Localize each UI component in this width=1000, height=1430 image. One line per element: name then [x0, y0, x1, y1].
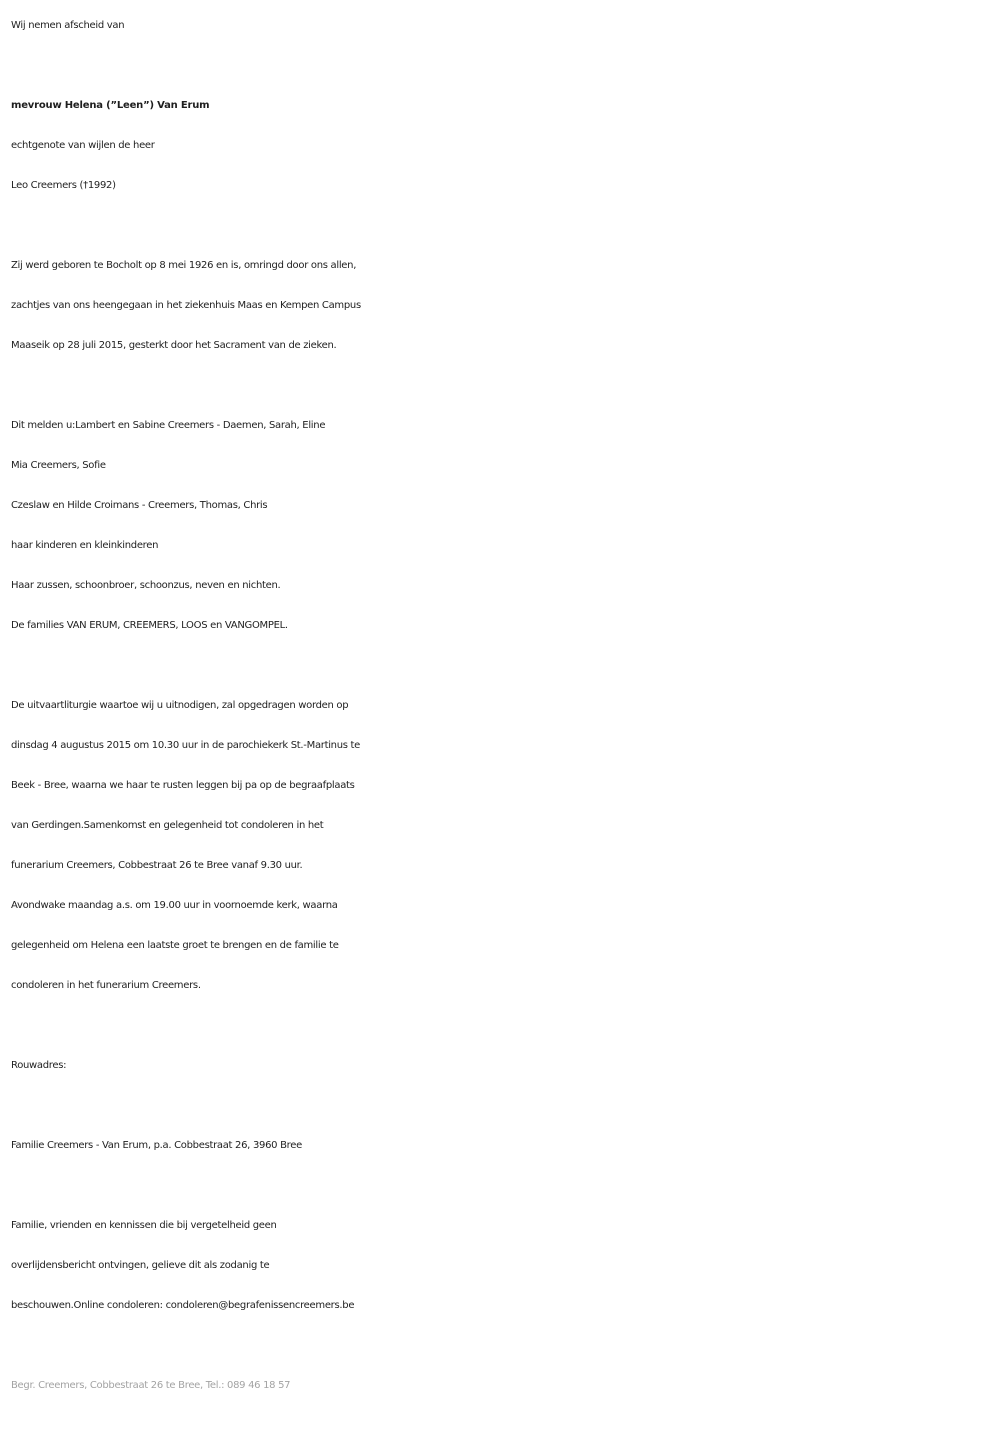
- paragraph-line: Maaseik op 28 juli 2015, gesterkt door het Sacrament van de zieken.: [11, 340, 337, 351]
- paragraph-line: van Gerdingen.Samenkomst en gelegenheid tot condoleren in het: [11, 820, 324, 831]
- spacer: [11, 1166, 991, 1206]
- announcer-line: Czeslaw en Hilde Croimans - Creemers, Thomas, Chris: [11, 500, 268, 511]
- paragraph-line: Familie, vrienden en kennissen die bij vergetelheid geen: [11, 1220, 277, 1231]
- spouse-line: echtgenote van wijlen de heer: [11, 140, 155, 151]
- obituary-document: [11, 6, 991, 1406]
- paragraph-line: Zij werd geboren te Bocholt op 8 mei 1926 en is, omringd door ons allen,: [11, 260, 357, 271]
- paragraph-line: dinsdag 4 augustus 2015 om 10.30 uur in de parochiekerk St.-Martinus te: [11, 740, 361, 751]
- spacer: [11, 366, 991, 406]
- paragraph-line: overlijdensbericht ontvingen, gelieve dit als zodanig te: [11, 1260, 270, 1271]
- paragraph-line: Avondwake maandag a.s. om 19.00 uur in voornoemde kerk, waarna: [11, 900, 338, 911]
- spacer: [11, 206, 991, 246]
- paragraph-line: Beek - Bree, waarna we haar te rusten leggen bij pa op de begraafplaats: [11, 780, 355, 791]
- mourning-address-label: Rouwadres:: [11, 1060, 67, 1071]
- funeral-home-footer: Begr. Creemers, Cobbestraat 26 te Bree, Tel.: 089 46 18 57: [11, 1380, 291, 1391]
- birth-death-paragraph: [11, 246, 991, 366]
- paragraph-line: De uitvaartliturgie waartoe wij u uitnodigen, zal opgedragen worden op: [11, 700, 349, 711]
- intro-text: Wij nemen afscheid van: [11, 20, 125, 31]
- announcer-line: Dit melden u:Lambert en Sabine Creemers - Daemen, Sarah, Eline: [11, 420, 326, 431]
- deceased-name: mevrouw Helena (”Leen”) Van Erum: [11, 100, 210, 111]
- paragraph-line: condoleren in het funerarium Creemers.: [11, 980, 201, 991]
- mourning-address: Familie Creemers - Van Erum, p.a. Cobbestraat 26, 3960 Bree: [11, 1140, 302, 1151]
- announcer-line: Mia Creemers, Sofie: [11, 460, 106, 471]
- paragraph-line: beschouwen.Online condoleren: condoleren@begrafenissencreemers.be: [11, 1300, 355, 1311]
- announcers-section: [11, 406, 991, 646]
- notice-paragraph: [11, 1206, 991, 1326]
- spacer: [11, 1326, 991, 1366]
- announcer-line: Haar zussen, schoonbroer, schoonzus, neven en nichten.: [11, 580, 281, 591]
- spacer: [11, 1006, 991, 1046]
- announcer-line: De families VAN ERUM, CREEMERS, LOOS en VANGOMPEL.: [11, 620, 288, 631]
- paragraph-line: zachtjes van ons heengegaan in het ziekenhuis Maas en Kempen Campus: [11, 300, 361, 311]
- funeral-paragraph: [11, 686, 991, 1006]
- spacer: [11, 1086, 991, 1126]
- spouse-section: [11, 126, 991, 206]
- announcer-line: haar kinderen en kleinkinderen: [11, 540, 159, 551]
- spouse-line: Leo Creemers (†1992): [11, 180, 116, 191]
- paragraph-line: funerarium Creemers, Cobbestraat 26 te Bree vanaf 9.30 uur.: [11, 860, 303, 871]
- paragraph-line: gelegenheid om Helena een laatste groet te brengen en de familie te: [11, 940, 339, 951]
- spacer: [11, 646, 991, 686]
